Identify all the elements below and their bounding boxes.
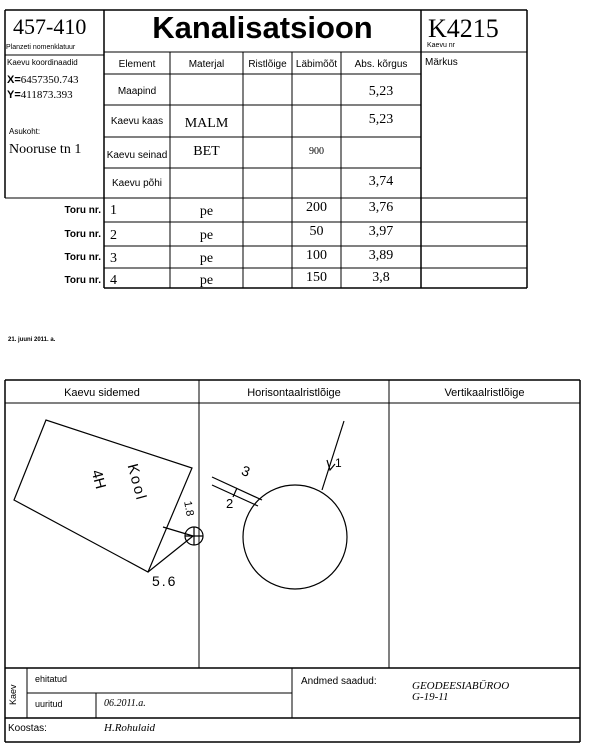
surveyed-value: 06.2011.a. — [104, 698, 146, 709]
well-number-value: K4215 — [428, 14, 499, 43]
data-from-label: Andmed saadud: — [301, 676, 377, 687]
built-label: ehitatud — [35, 674, 68, 684]
address-label: Asukoht: — [9, 127, 41, 136]
row-material: MALM — [184, 116, 229, 131]
section-vertical: Vertikaalristlõige — [444, 387, 525, 399]
pipe-height: 3,89 — [368, 248, 394, 263]
x-coord: X=6457350.743 — [7, 74, 79, 86]
row-height: 5,23 — [368, 84, 394, 99]
pipe-label: Toru nr. — [64, 252, 101, 263]
pipe-no: 2 — [110, 228, 117, 243]
pipe-label: Toru nr. — [64, 275, 101, 286]
distance-label-2: 5.6 — [152, 573, 178, 589]
pipe-material: pe — [199, 251, 214, 266]
pipe-label: Toru nr. — [64, 229, 101, 240]
col-cross: Ristlõige — [248, 59, 287, 70]
pipe-no: 1 — [110, 203, 117, 218]
data-from-value-1: GEODEESIABÜROO — [412, 680, 510, 692]
y-coord: Y=411873.393 — [7, 89, 73, 101]
col-diameter: Läbimõõt — [295, 59, 338, 70]
row-element: Kaevu kaas — [110, 116, 164, 127]
pipe-no: 4 — [110, 273, 117, 288]
pipe-diameter: 150 — [306, 270, 327, 285]
col-height: Abs. kõrgus — [354, 59, 408, 70]
pipe-1-label: 1 — [335, 456, 342, 470]
row-element: Kaevu seinad — [106, 150, 168, 161]
col-material: Materjal — [188, 59, 225, 70]
building-outline — [14, 420, 192, 572]
compiled-label: Koostas: — [8, 723, 47, 734]
pipe-diameter: 50 — [309, 224, 324, 239]
pipe-height: 3,97 — [368, 224, 394, 239]
col-element: Element — [118, 59, 156, 70]
col-note: Märkus — [425, 57, 458, 68]
building-label-2: Kool — [123, 462, 150, 504]
pipe-2-label: 2 — [226, 496, 234, 511]
section-horizontal: Horisontaalristlõige — [247, 387, 341, 399]
row-diameter: 900 — [309, 146, 324, 157]
pipe-no: 3 — [110, 251, 117, 266]
pipe-label: Toru nr. — [64, 205, 101, 216]
row-height: 5,23 — [368, 112, 394, 127]
date-line: 21. juuni 2011. a. — [8, 337, 56, 343]
data-from-value-2: G-19-11 — [412, 691, 449, 703]
row-height: 3,74 — [368, 174, 394, 189]
row-element: Maapind — [117, 86, 157, 97]
nomenclature-label: Planzeti nomenklatuur — [6, 44, 76, 51]
well-circle — [243, 485, 347, 589]
side-label: Kaev — [8, 684, 18, 705]
pipe-3-label: 3 — [239, 462, 253, 480]
footer-side-cell — [5, 668, 27, 718]
building-label-1: 4H — [87, 468, 109, 491]
address-value: Nooruse tn 1 — [9, 142, 82, 157]
links-sketch — [14, 420, 203, 572]
page-title: Kanalisatsioon — [152, 10, 373, 45]
pipe-diameter: 100 — [306, 248, 327, 263]
pipe-height: 3,8 — [372, 270, 390, 285]
pipe-material: pe — [199, 228, 214, 243]
nomenclature-value: 457-410 — [13, 14, 87, 39]
distance-label-1: 1.8 — [181, 500, 196, 518]
pipe-height: 3,76 — [368, 200, 394, 215]
compiled-value: H.Rohulaid — [104, 722, 156, 734]
pipe-material: pe — [199, 273, 214, 288]
surveyed-label: uuritud — [35, 699, 63, 709]
pipe-material: pe — [199, 204, 214, 219]
coords-label: Kaevu koordinaadid — [7, 58, 78, 67]
row-element: Kaevu põhi — [111, 178, 163, 189]
well-number-label: Kaevu nr — [427, 42, 456, 49]
row-material: BET — [193, 144, 220, 159]
pipe-diameter: 200 — [306, 200, 327, 215]
section-links: Kaevu sidemed — [64, 387, 140, 399]
